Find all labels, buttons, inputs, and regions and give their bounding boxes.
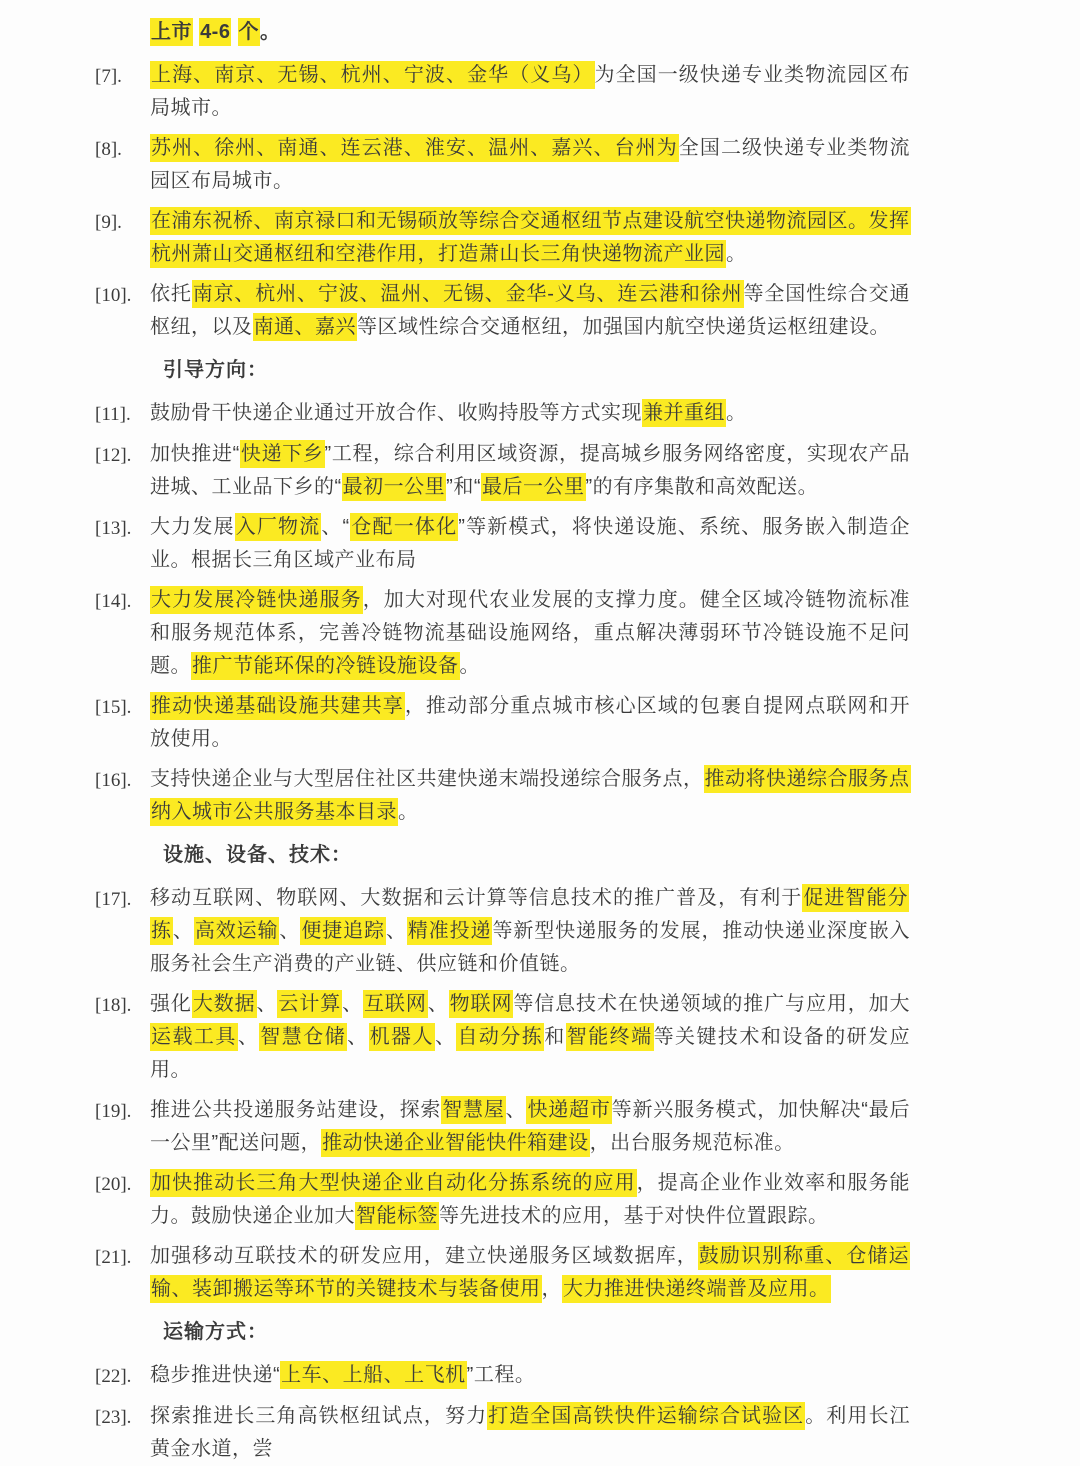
highlight-segment: 南京、杭州、宁波、温州、无锡、金华-义乌、连云港和徐州 [192, 280, 744, 308]
text-segment: ，加大对现代农业发展的支撑力度。健全区域冷链物流标准和服务规范体系，完善冷链物流基础设施网络，重点解决薄弱环节冷链设施不足问题。 [150, 589, 911, 677]
text-segment: 。 [726, 243, 747, 265]
text-segment: 、 [342, 993, 364, 1015]
text-segment: 、 [385, 920, 407, 942]
highlight-segment: 鼓励识别称重、仓储运输、装卸搬运等环节的关键技术与装备使用 [150, 1242, 910, 1303]
highlight-segment: 智慧仓储 [259, 1023, 347, 1051]
reference-item [95, 1094, 910, 1160]
reference-item [95, 882, 910, 981]
text-segment: 。 [260, 21, 281, 43]
reference-item [95, 1240, 910, 1306]
item-text [150, 438, 910, 504]
highlight-segment: 云计算 [277, 990, 342, 1018]
text-segment: 、“ [321, 516, 350, 538]
text-segment: ”的有序集散和高效配送。 [585, 476, 819, 498]
item-number: [14]. [95, 591, 132, 612]
highlight-segment: 兼并重组 [642, 399, 726, 427]
reference-item [95, 763, 910, 829]
document-body [95, 16, 910, 1466]
text-segment: 等区域性综合交通枢纽，加强国内航空快递货运枢纽建设。 [357, 316, 890, 338]
text-segment: 鼓励骨干快递企业通过开放合作、收购持股等方式实现 [150, 402, 642, 424]
highlight-segment: 上市 [150, 18, 193, 46]
text-segment: ”工程，综合利用区域资源，提高城乡服务网络密度，实现农产品进城、工业品下乡的“ [150, 443, 910, 498]
highlight-segment: 快递下乡 [240, 440, 325, 468]
highlight-segment: 在浦东祝桥、南京禄口和无锡硕放等综合交通枢纽节点建设航空快递物流园区。发挥杭州萧山交通枢纽和空港作用，打造萧山长三角快递物流产业园 [150, 207, 911, 268]
item-text [150, 205, 910, 271]
item-text [150, 397, 910, 430]
highlight-segment: 仓配一体化 [350, 513, 459, 541]
section-heading: 运输方式： [163, 1321, 268, 1343]
highlight-segment: 个 [238, 18, 261, 46]
text-segment: 、 [347, 1026, 369, 1048]
highlight-segment: 推动将快递综合服务点纳入城市公共服务基本目录 [150, 765, 911, 826]
text-segment: 为全国一级快递专业类物流园区布局城市。 [150, 64, 910, 119]
item-number: [22]. [95, 1366, 132, 1387]
highlight-segment: 智慧屋 [441, 1096, 505, 1124]
item-number: [18]. [95, 995, 132, 1016]
reference-item [95, 690, 910, 756]
text-segment: 。 [459, 655, 480, 677]
highlight-segment: 智能标签 [355, 1202, 439, 1230]
item-number: [23]. [95, 1407, 132, 1428]
text-segment: 依托 [150, 283, 192, 305]
text-segment: 等关键技术和设备的研发应用。 [150, 1026, 911, 1081]
item-text [150, 132, 910, 198]
highlight-segment: 推动快递企业智能快件箱建设 [321, 1129, 590, 1157]
item-number: [21]. [95, 1247, 132, 1268]
text-segment: ， [541, 1278, 562, 1300]
highlight-segment: 促进智能分拣 [150, 884, 909, 945]
item-number: [10]. [95, 285, 132, 306]
highlight-segment: 自动分拣 [456, 1023, 544, 1051]
item-text [150, 278, 910, 344]
text-segment: 。利用长江黄金水道，尝 [150, 1405, 911, 1460]
item-number: [15]. [95, 697, 132, 718]
text-segment: 、 [256, 993, 278, 1015]
item-number [95, 16, 150, 17]
item-text [150, 16, 910, 49]
reference-item [95, 278, 910, 344]
text-segment: 推进公共投递服务站建设，探索 [150, 1099, 442, 1121]
item-text [150, 882, 910, 981]
highlight-segment: 物联网 [449, 990, 514, 1018]
item-text [150, 690, 910, 756]
lead-paragraph [95, 16, 910, 49]
text-segment: 、 [279, 920, 301, 942]
reference-item [95, 438, 910, 504]
reference-item [95, 988, 910, 1087]
text-segment: ”工程。 [466, 1364, 536, 1386]
item-number: [16]. [95, 770, 132, 791]
text-segment: 移动互联网、物联网、大数据和云计算等信息技术的推广普及，有利于 [150, 887, 803, 909]
text-segment: 等新兴服务模式，加快解决“最后一公里”配送问题， [150, 1099, 911, 1154]
highlight-segment: 大力发展冷链快递服务 [150, 586, 363, 614]
highlight-segment: 便捷追踪 [300, 917, 386, 945]
highlight-segment: 推广节能环保的冷链设施设备 [191, 652, 460, 680]
item-number: [13]. [95, 518, 132, 539]
highlight-segment: 运载工具 [150, 1023, 238, 1051]
item-text [150, 511, 910, 577]
reference-item [95, 59, 910, 125]
text-segment: 支持快递企业与大型居住社区共建快递末端投递综合服务点， [150, 768, 704, 790]
highlight-segment: 智能终端 [566, 1023, 654, 1051]
text-segment: 、 [427, 993, 449, 1015]
reference-item [95, 205, 910, 271]
highlight-segment: 上海、南京、无锡、杭州、宁波、金华（义乌） [150, 61, 595, 89]
text-segment: 加快推进“ [150, 443, 240, 465]
item-number: [8]. [95, 139, 122, 160]
reference-item [95, 397, 910, 431]
reference-item [95, 1400, 910, 1466]
text-segment: 等全国性综合交通枢纽，以及 [150, 283, 910, 338]
highlight-segment: 4-6 [199, 18, 231, 46]
text-segment: 和 [544, 1026, 566, 1048]
text-segment: 强化 [150, 993, 192, 1015]
text-segment [231, 21, 237, 43]
item-number: [11]. [95, 404, 131, 425]
highlight-segment: 快递超市 [526, 1096, 611, 1124]
reference-item [95, 1167, 910, 1233]
item-text [150, 1240, 910, 1306]
text-segment: 大力发展 [150, 516, 235, 538]
reference-item [95, 511, 910, 577]
text-segment: 、 [237, 1026, 260, 1048]
text-segment: 、 [505, 1099, 527, 1121]
reference-item [95, 132, 910, 198]
item-text [150, 59, 910, 125]
highlight-segment: 高效运输 [194, 917, 280, 945]
item-number: [9]. [95, 212, 122, 233]
text-segment: 。 [398, 801, 419, 823]
text-segment: 等信息技术在快递领域的推广与应用，加大 [513, 993, 911, 1015]
text-segment: 加强移动互联技术的研发应用，建立快递服务区域数据库， [150, 1245, 698, 1267]
highlight-segment: 互联网 [363, 990, 428, 1018]
text-segment: ”等新模式，将快递设施、系统、服务嵌入制造企业。根据长三角区域产业布局 [150, 516, 911, 571]
reference-item [95, 584, 910, 683]
highlight-segment: 推动快递基础设施共建共享 [150, 692, 405, 720]
highlight-segment: 上车、上船、上飞机 [280, 1361, 467, 1389]
highlight-segment: 最后一公里 [481, 473, 586, 501]
text-segment: ，推动部分重点城市核心区域的包裹自提网点联网和开放使用。 [150, 695, 911, 750]
item-text [150, 1400, 910, 1466]
text-segment: ，出台服务规范标准。 [589, 1132, 795, 1154]
text-segment: 稳步推进快递“ [150, 1364, 281, 1386]
item-number: [7]. [95, 66, 122, 87]
text-segment: ”和“ [446, 476, 481, 498]
text-segment: ，提高企业作业效率和服务能力。鼓励快递企业加大 [150, 1172, 911, 1227]
reference-item [95, 1359, 910, 1393]
highlight-segment: 最初一公里 [342, 473, 447, 501]
text-segment: 、 [434, 1026, 457, 1048]
text-segment: 。 [726, 402, 747, 424]
section-heading: 引导方向： [163, 359, 268, 381]
item-number: [12]. [95, 445, 132, 466]
text-segment: 等新型快递服务的发展，推动快递业深度嵌入服务社会生产消费的产业链、供应链和价值链。 [150, 920, 911, 975]
highlight-segment: 机器人 [369, 1023, 435, 1051]
item-text [150, 988, 910, 1087]
highlight-segment: 大力推进快递终端普及应用。 [562, 1275, 831, 1303]
item-text [150, 1359, 910, 1392]
item-text [150, 1167, 910, 1233]
text-segment: 、 [172, 920, 194, 942]
item-number: [19]. [95, 1101, 132, 1122]
highlight-segment: 南通、嘉兴 [253, 313, 358, 341]
item-number: [20]. [95, 1174, 132, 1195]
text-segment: 等先进技术的应用，基于对快件位置跟踪。 [439, 1205, 829, 1227]
highlight-segment: 大数据 [192, 990, 257, 1018]
item-text [150, 1094, 910, 1160]
highlight-segment: 精准投递 [407, 917, 493, 945]
highlight-segment: 苏州、徐州、南通、连云港、淮安、温州、嘉兴、台州为 [150, 134, 679, 162]
item-number: [17]. [95, 889, 132, 910]
item-text [150, 584, 910, 683]
text-segment: 探索推进长三角高铁枢纽试点，努力 [150, 1405, 488, 1427]
section-heading: 设施、设备、技术： [163, 844, 352, 866]
highlight-segment: 加快推动长三角大型快递企业自动化分拣系统的应用 [150, 1169, 637, 1197]
highlight-segment: 入厂物流 [235, 513, 322, 541]
text-segment: 全国二级快递专业类物流园区布局城市。 [150, 137, 911, 192]
highlight-segment: 打造全国高铁快件运输综合试验区 [487, 1402, 805, 1430]
item-text [150, 763, 910, 829]
